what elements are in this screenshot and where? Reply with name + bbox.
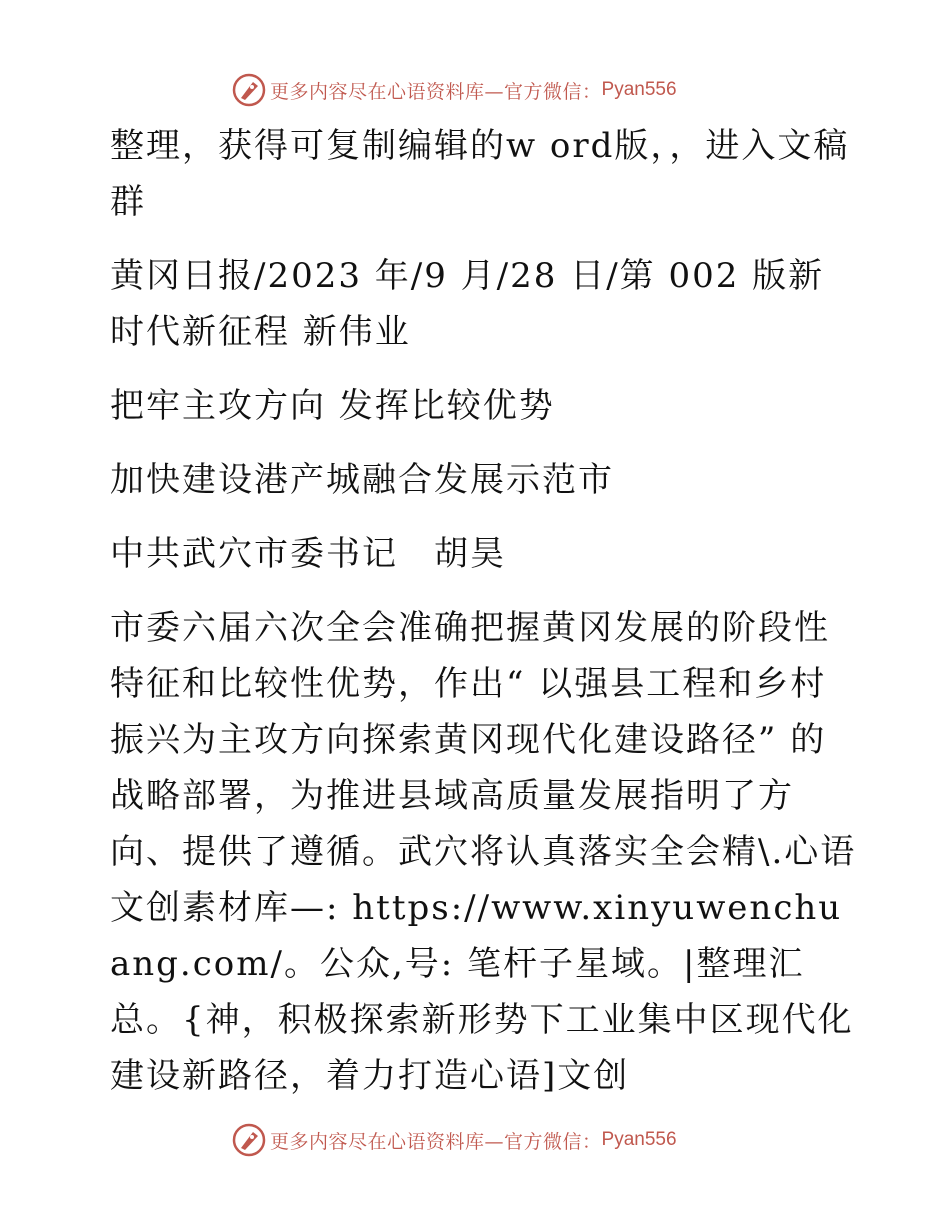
body-paragraph: 市委六届六次全会准确把握黄冈发展的阶段性特征和比较性优势，作出“ 以强县工程和乡村振兴为主攻方向探索黄冈现代化建设路径” 的战略部署，为推进县域高质量发展指明了方向、提供了遵循。武穴将认真落实全会精\.心语文创素材库—: https://www.xinyuwenchuang.com/。公众,号: 笔杆子星域。|整理汇总。{神，积极探索新形势下工业集中区现代化建设新路径，着力打造心语]文创 [110, 608, 857, 1096]
pen-nib-logo-icon [232, 1123, 266, 1157]
pen-nib-logo-icon [232, 73, 266, 107]
author-line: 中共武穴市委书记 胡昊 [110, 534, 506, 574]
footer-banner [232, 1120, 677, 1160]
banner-text: 更多内容尽在心语资料库—官方微信： [270, 1130, 602, 1153]
document-content [98, 118, 858, 1104]
banner-text: 更多内容尽在心语资料库—官方微信： [270, 80, 602, 103]
intro-paragraph: 整理，获得可复制编辑的w ord版，，进入文稿群 [110, 126, 850, 222]
source-line: 黄冈日报/2023 年/9 月/28 日/第 002 版新时代新征程 新伟业 [110, 256, 825, 352]
banner-account: Pyan556 [601, 79, 677, 100]
headline-2: 加快建设港产城融合发展示范市 [110, 460, 614, 500]
headline-1: 把牢主攻方向 发挥比较优势 [110, 386, 555, 426]
banner-account: Pyan556 [601, 1129, 677, 1150]
header-banner [232, 70, 677, 110]
